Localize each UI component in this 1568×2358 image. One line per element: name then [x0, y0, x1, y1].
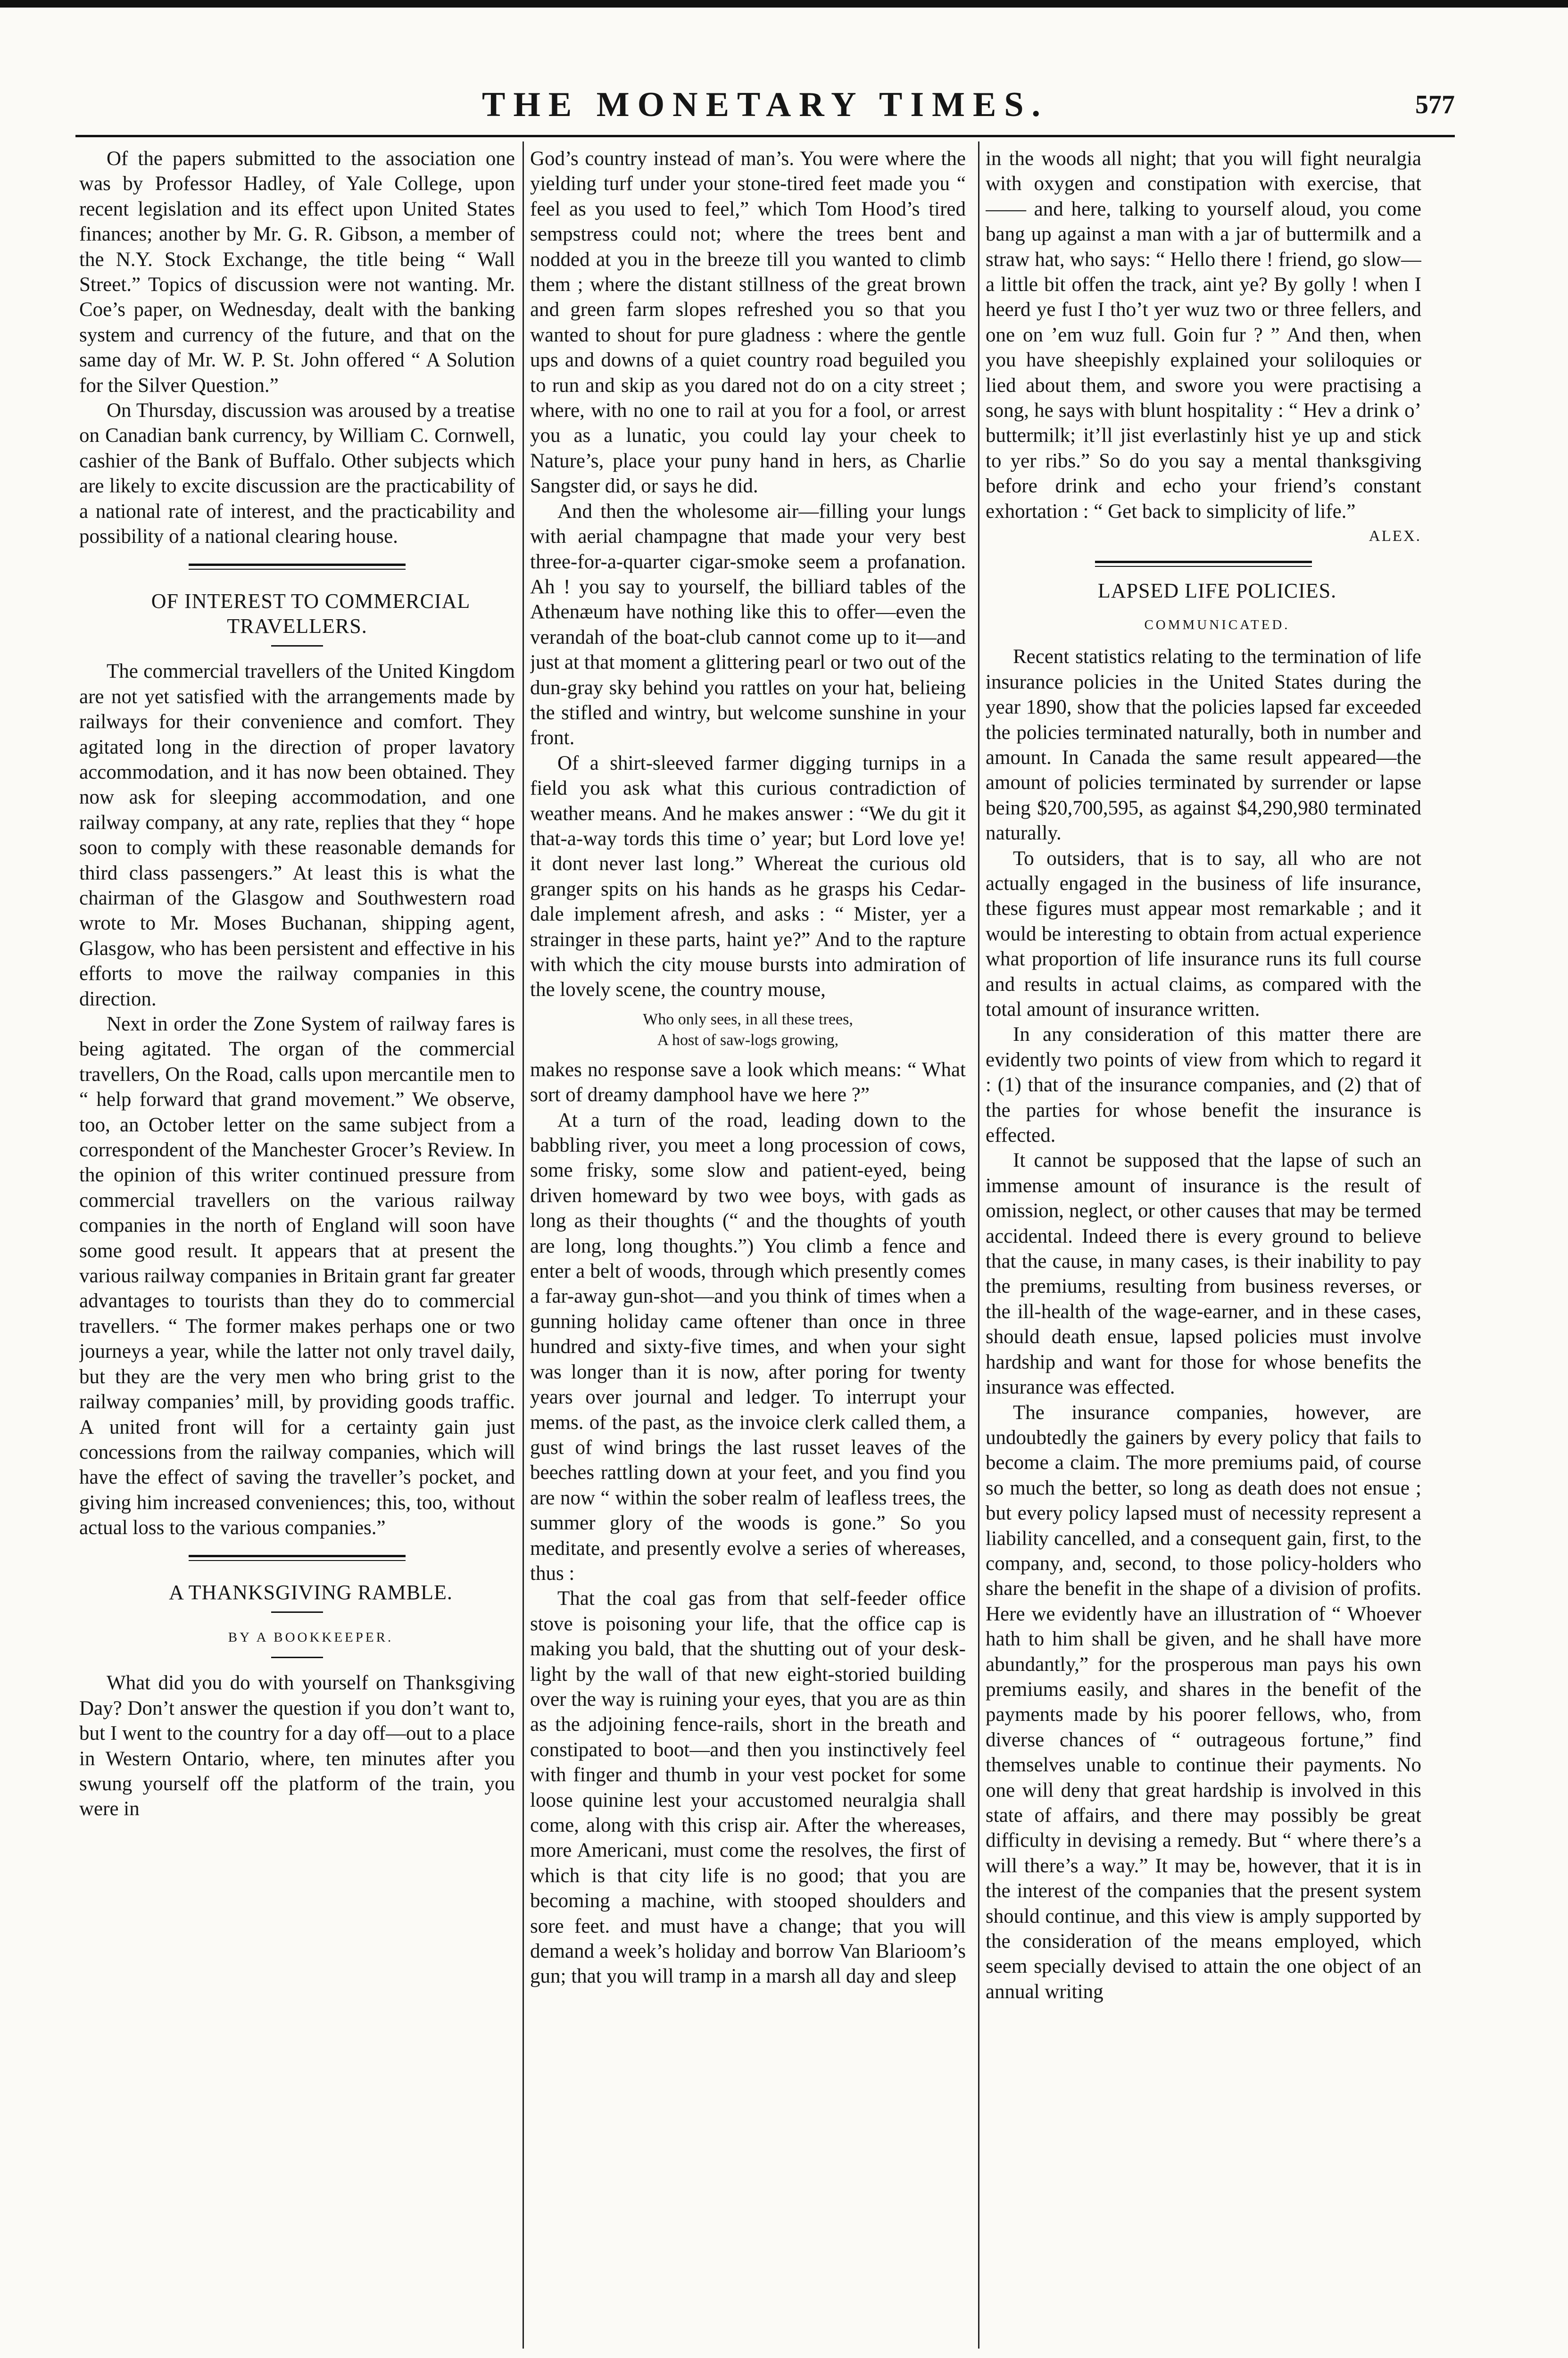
heading-rule	[271, 645, 323, 647]
column-3	[986, 146, 1421, 2334]
article-heading-travellers: OF INTEREST TO COMMERCIAL TRAVELLERS.	[151, 589, 471, 638]
byline-rule	[271, 1657, 323, 1658]
column-divider-1	[523, 141, 524, 2349]
verse-line-1: Who only sees, in all these trees,	[643, 1010, 853, 1028]
lapsed-paragraph-3: In any consideration of this matter there are evidently two points of view from which to regard it : (1) that of the insurance companies, and (2) that of the parties for whose benefit the insurance is effected.	[986, 1023, 1421, 1147]
verse-line-2: A host of saw-logs growing,	[657, 1031, 839, 1049]
ramble-paragraph-6: At a turn of the road, leading down to the babbling river, you meet a long procession of cows, some frisky, some slow and patient-eyed, being driven homeward by two wee boys, with gads as long as their thoughts (“ and the thoughts of youth are long, long thoughts.”) You climb a fence and enter a belt of woods, through which presently comes a far-away gun-shot—and you think of times when a gunning holiday came oftener than once in three hundred and sixty-five times, and when your sight was longer than it is now, after poring for twenty years over journal and ledger. To interrupt your mems. of the past, as the invoice clerk called them, a gust of wind brings the last russet leaves of the beeches rattling down at your feet, and you find you are now “ within the sober realm of leafless trees, the summer glory of the woods is gone.” So you meditate, and presently evolve a series of whereases, thus :	[530, 1109, 966, 1585]
ramble-paragraph-8: in the woods all night; that you will fight neuralgia with oxygen and constipation with exercise, that —— and here, talking to yourself aloud, you come bang up against a man with a jar of buttermilk and a straw hat, who says: “ Hello there ! friend, go slow—a little bit offen the track, aint ye? By golly ! when I heerd ye fust I tho’t yer wuz two or three fellers, and one on ’em wuz full. Goin fur ? ” And then, when you have sheepishly explained your soliloquies or lied about them, and swore you were practising a song, he says with blunt hospitality : “ Hev a drink o’ buttermilk; it’ll jist everlastinly hist ye up and stick to yer ribs.” So do you say a mental thanksgiving before drink and echo your friend’s constant exhortation : “ Get back to simplicity of life.”	[986, 148, 1421, 523]
travellers-paragraph-2: Next in order the Zone System of railway fares is being agitated. The organ of the commercial travellers, On the Road, calls upon mercantile men to “ help forward that grand movement.” We observe, too, an October letter on the same subject from a correspondent of the Manchester Grocer’s Review. In the opinion of this writer continued pressure from commercial travellers on the various railway companies in the north of England will soon have some good result. It appears that at present the various railway companies in Britain grant far greater advantages to tourists than they do to commercial travellers. “ The former makes perhaps one or two journeys a year, while the latter not only travel daily, but they are the very men who bring grist to the railway companies’ mill, by providing goods traffic. A united front will for a certainty gain just concessions from the railway companies, which will have the effect of saving the traveller’s pocket, and giving him increased conveniences; this, too, without actual loss to the various companies.”	[79, 1013, 515, 1539]
page-number: 577	[1415, 90, 1455, 119]
article-byline: COMMUNICATED.	[1144, 617, 1290, 632]
lapsed-paragraph-2: To outsiders, that is to say, all who are not actually engaged in the business of life insurance, these figures must appear most remarkable ; and it would be interesting to obtain from actual experience what proportion of life insurance runs its full course and results in actual claims, as compared with the total amount of insurance written.	[986, 847, 1421, 1021]
ramble-paragraph-4: Of a shirt-sleeved farmer digging turnips in a field you ask what this curious contradiction of weather means. And he makes answer : “We du git it that-a-way tords this time o’ year; but Lord love ye! it dont never last long.” Whereat the curious old granger spits on his hands as he grasps his Cedar-dale implement afresh, and asks : “ Mister, yer a strainger in these parts, haint ye?” And to the rapture with which the city mouse bursts into admiration of the lovely scene, the country mouse,	[530, 752, 966, 1001]
column-2	[530, 146, 966, 2334]
ramble-paragraph-7: That the coal gas from that self-feeder office stove is poisoning your life, that the office cap is making you bald, that the shutting out of your desk-light by the wall of that new eight-storied building over the way is ruining your eyes, that you are as thin as the adjoining fence-rails, short in the breath and constipated to boot—and then you instinctively feel with finger and thumb in your vest pocket for some loose quinine lest your accustomed neuralgia shall come, along with this crisp air. After the whereases, more Americani, must come the resolves, the first of which is that city life is no good; that you are becoming a machine, with stooped shoulders and sore feet. and must have a change; that you will demand a week’s holiday and borrow Van Blarioom’s gun; that you will tramp in a marsh all day and sleep	[530, 1587, 966, 1988]
association-paragraph-1: Of the papers submitted to the association one was by Professor Hadley, of Yale College, upon recent legislation and its effect upon United States finances; another by Mr. G. R. Gibson, a member of the N.Y. Stock Exchange, the title being “ Wall Street.” Topics of discussion were not wanting. Mr. Coe’s paper, on Wednesday, dealt with the banking system and currency of the future, and that on the same day of Mr. W. P. St. John offered “ A Solution for the Silver Question.”	[79, 148, 515, 397]
column-1	[79, 146, 515, 2334]
section-divider	[189, 1555, 406, 1561]
association-paragraph-2: On Thursday, discussion was aroused by a treatise on Canadian bank currency, by William C. Cornwell, cashier of the Bank of Buffalo. Other subjects which are likely to excite discussion are the practicability of a national rate of interest, and the practicability and possibility of a national clearing house.	[79, 399, 515, 548]
section-divider	[189, 564, 406, 570]
travellers-paragraph-1: The commercial travellers of the United Kingdom are not yet satisfied with the arrangements made by railways for their convenience and comfort. They agitated long in the direction of proper lavatory accommodation, and it has now been obtained. They now ask for sleeping accommodation, and one railway company, at any rate, replies that they “ hope soon to comply with these reasonable demands for third class passengers.” At least this is what the chairman of the Glasgow and Southwestern road wrote to Mr. Moses Buchanan, shipping agent, Glasgow, who has been persistent and effective in his efforts to move the railway companies in this direction.	[79, 660, 515, 1010]
article-heading-lapsed: LAPSED LIFE POLICIES.	[1097, 579, 1337, 602]
spacer	[986, 638, 1421, 644]
column-divider-2	[978, 141, 979, 2349]
lapsed-paragraph-5: The insurance companies, however, are undoubtedly the gainers by every policy that fails to become a claim. The more premiums paid, of course so much the better, so long as death does not ensue ; but every policy lapsed must of necessity represent a liability cancelled, and a consequent gain, first, to the company, and, second, to those policy-holders who share the benefit in the shape of a division of profits. Here we evidently have an illustration of “ Whoever hath to him shall be given, and he shall have more abundantly,” for the prosperous man pays his own premiums easily, and shares in the benefit of the payments made by his poorer fellows, who, from diverse chances of “ outrageous fortune,” find themselves unable to continue their payments. No one will deny that great hardship is involved in this state of affairs, and there may possibly be great difficulty in devising a remedy. But “ where there’s a will there’s a way.” It may be, however, that it is in the interest of the companies that the present system should continue, and this view is amply supported by the consideration of the means employed, which seem specially devised to attain the one object of an annual writing	[986, 1401, 1421, 2003]
ramble-paragraph-5: makes no response save a look which means: “ What sort of dreamy damphool have we here ?”	[530, 1058, 966, 1106]
article-byline: BY A BOOKKEEPER.	[228, 1629, 394, 1645]
author-signature: ALEX.	[1369, 528, 1421, 545]
top-border	[0, 0, 1568, 8]
heading-rule	[271, 1611, 323, 1613]
verse-quote	[530, 1009, 966, 1051]
article-heading-ramble: A THANKSGIVING RAMBLE.	[169, 1580, 453, 1604]
header-rule	[75, 135, 1455, 137]
ramble-paragraph-1: What did you do with yourself on Thanksgiving Day? Don’t answer the question if you don’t want to, but I went to the country for a day off—out to a place in Western Ontario, where, ten minutes after you swung yourself off the platform of the train, you were in	[79, 1672, 515, 1820]
masthead-title: THE MONETARY TIMES.	[482, 85, 1048, 124]
page-header	[75, 85, 1455, 127]
ramble-paragraph-3: And then the wholesome air—filling your lungs with aerial champagne that made your very best three-for-a-quarter cigar-smoke seem a profanation. Ah ! you say to yourself, the billiard tables of the Athenæum have nothing like this to offer—even the verandah of the boat-club cannot come up to it—and just at that moment a glittering pearl or two out of the dun-gray sky behind you rattles on your hat, belieing the stifled and wintry, but welcome sunshine in your front.	[530, 500, 966, 749]
spacer	[986, 603, 1421, 613]
ramble-paragraph-2: God’s country instead of man’s. You were where the yielding turf under your stone-tired feet made you “ feel as you used to feel,” which Tom Hood’s tired sempstress could not; where the trees bent and nodded at you in the breeze till you wanted to climb them ; where the distant stillness of the great brown and green farm slopes refreshed you so that you wanted to shout for pure gladness : where the gentle ups and downs of a quiet country road beguiled you to run and skip as you dared not do on a city street ; where, with no one to rail at you for a fool, or arrest you as a lunatic, you could lay your cheek to Nature’s, place your puny hand in hers, as Charlie Sangster did, or says he did.	[530, 148, 966, 498]
lapsed-paragraph-1: Recent statistics relating to the termination of life insurance policies in the United States during the year 1890, show that the policies lapsed far exceeded the policies terminated naturally, both in number and amount. In Canada the same result appeared—the amount of policies terminated by surrender or lapse being $20,700,595, as against $4,290,980 terminated naturally.	[986, 646, 1421, 845]
lapsed-paragraph-4: It cannot be supposed that the lapse of such an immense amount of insurance is the result of omission, neglect, or other causes that may be termed accidental. Indeed there is every ground to believe that the cause, in many cases, is their inability to pay the premiums, resulting from business reverses, or the ill-health of the wage-earner, and in these cases, should death ensue, lapsed policies must involve hardship and want for those for whose benefits the insurance was effected.	[986, 1149, 1421, 1399]
section-divider	[1095, 561, 1312, 567]
